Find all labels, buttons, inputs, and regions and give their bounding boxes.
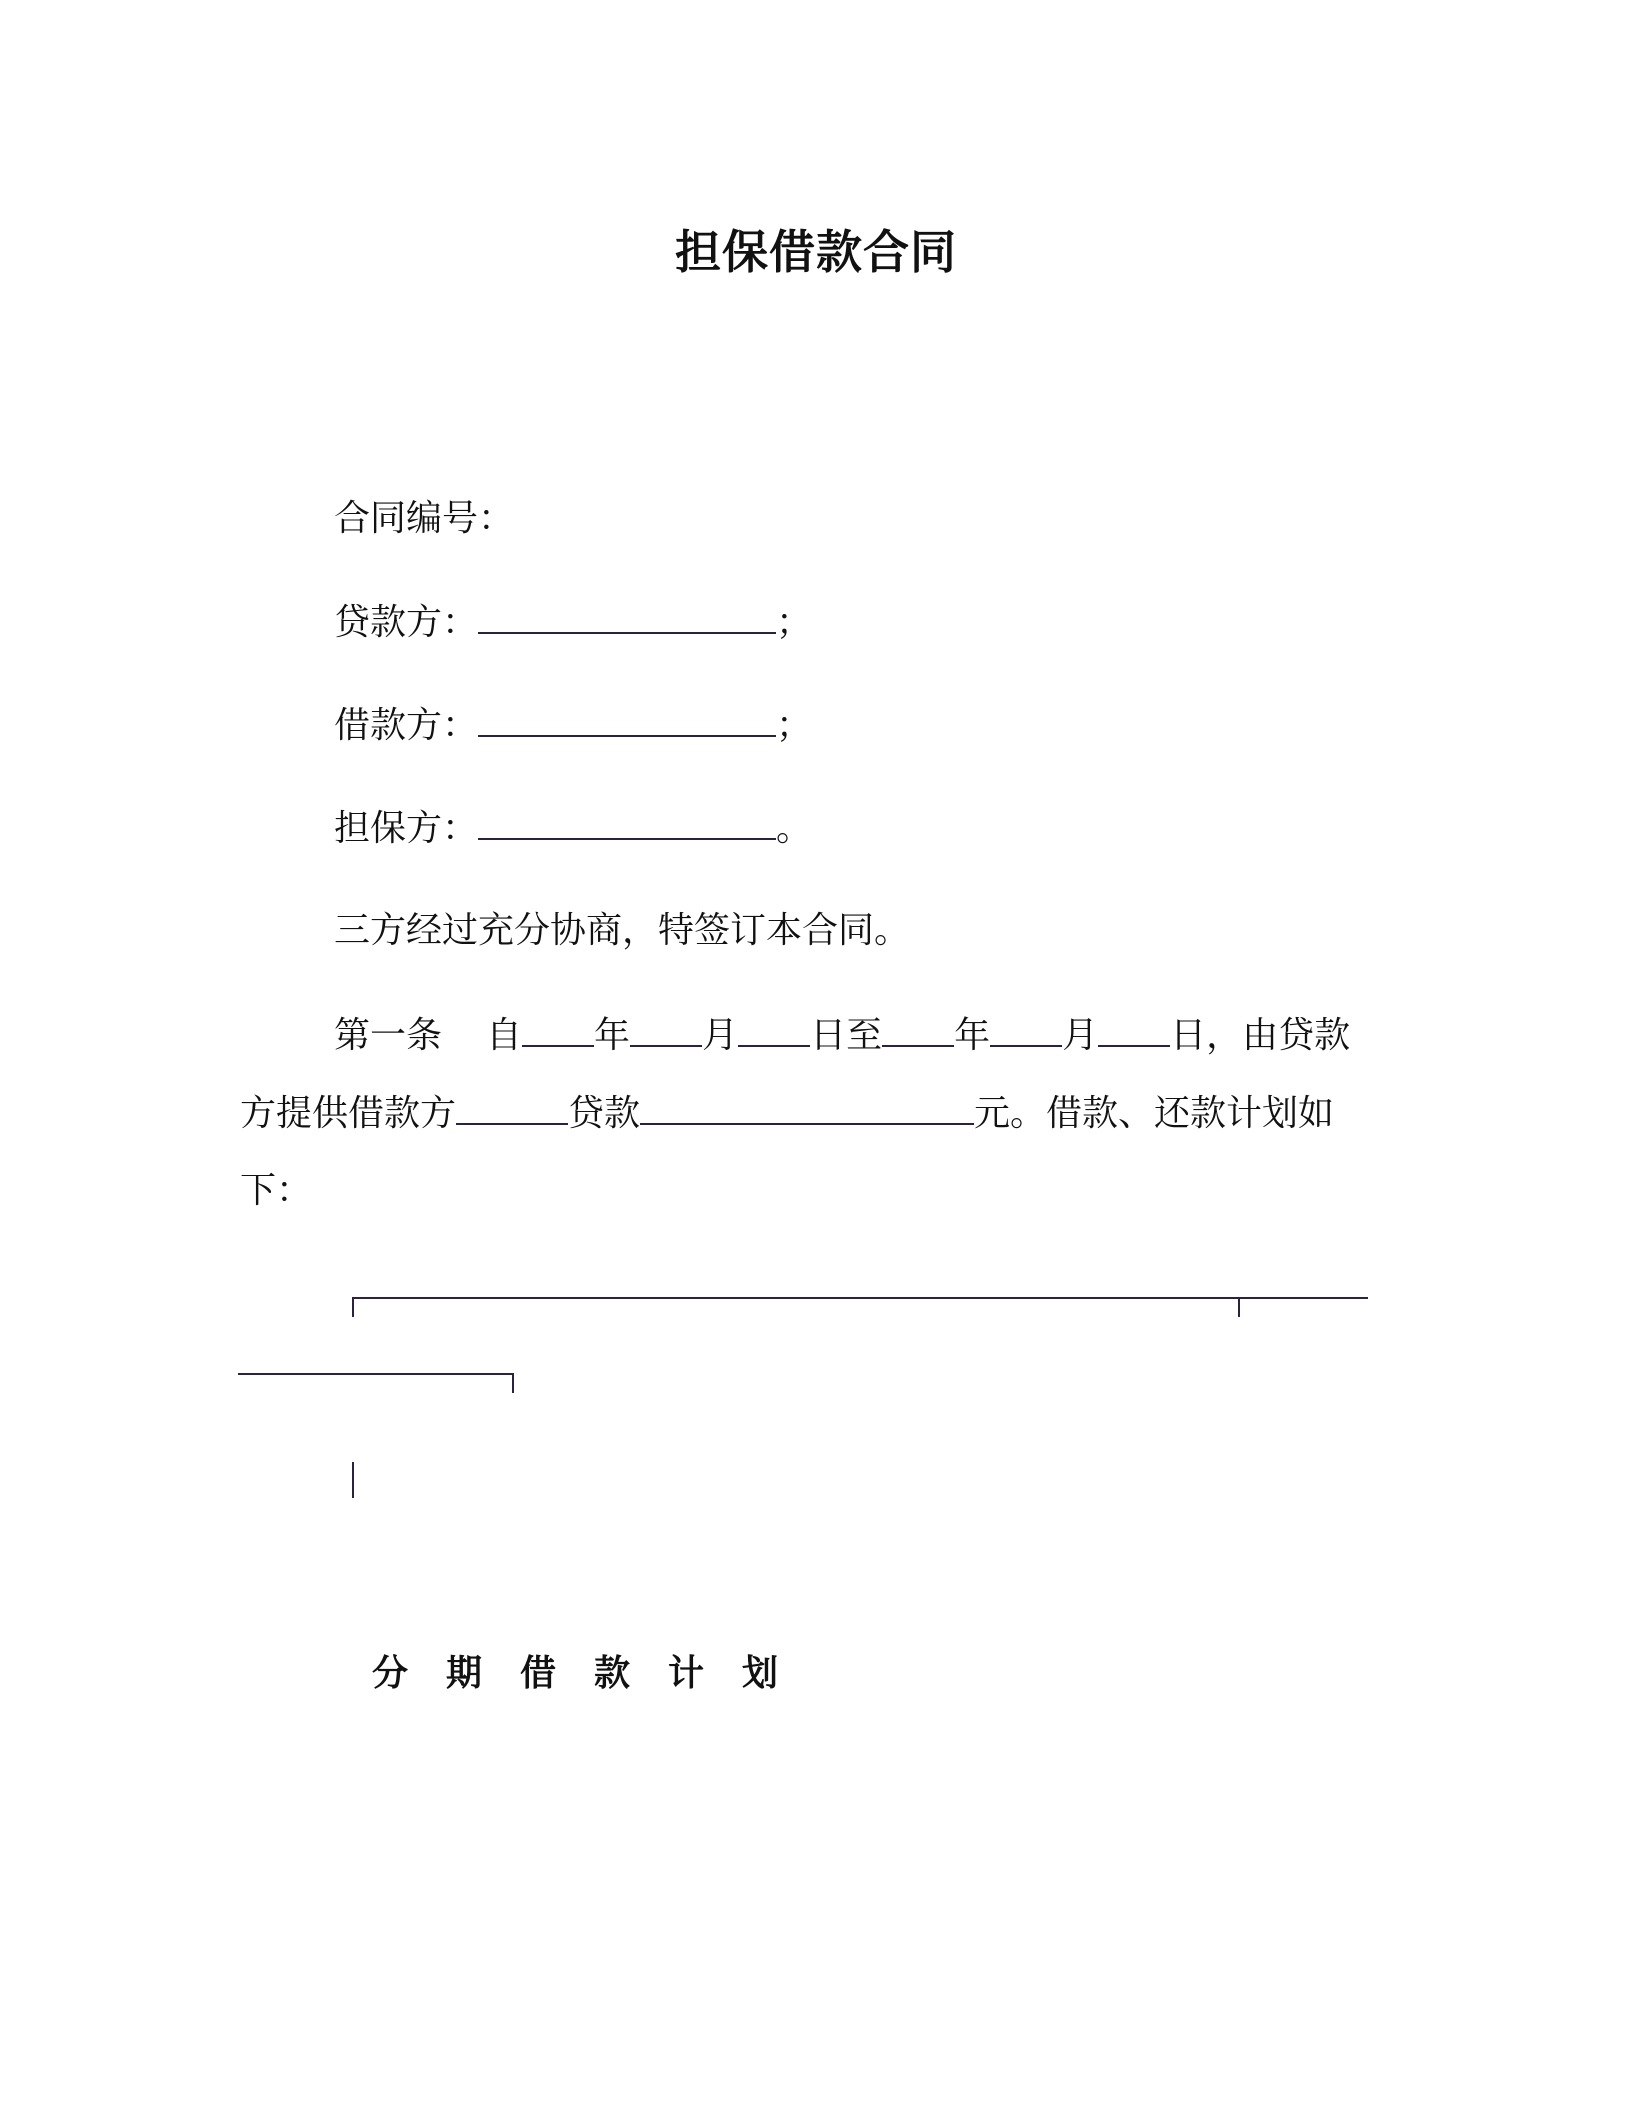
day-to-label: 日至 [810,1015,883,1056]
start-month-blank[interactable] [630,1011,702,1047]
borrower-semicolon: ； [776,705,813,746]
article-1-line-1 [334,1011,1350,1060]
guarantor-blank[interactable] [478,804,776,840]
document-title: 担保借款合同 [675,225,957,279]
installment-plan-title: 分期借款计划 [372,1653,817,1694]
year-label: 年 [594,1015,631,1056]
contract-number-line [334,495,514,543]
end-day-blank[interactable] [1098,1011,1170,1047]
loan-amount-blank[interactable] [640,1089,974,1125]
line2-part-a: 方提供借款方 [240,1093,457,1134]
guarantor-line [334,804,812,853]
month-label: 月 [702,1015,739,1056]
contract-number-label: 合同编号： [334,498,515,539]
from-label: 自 [486,1015,523,1056]
line2-part-c: 元。借款、还款计划如 [974,1093,1335,1134]
article-1-line-2 [240,1089,1334,1138]
loan-type-blank[interactable] [456,1089,568,1125]
lender-line [334,598,812,647]
table-lower-border [238,1373,514,1375]
borrower-label: 借款方： [334,705,479,746]
guarantor-label: 担保方： [334,808,479,849]
start-year-blank[interactable] [522,1011,594,1047]
line2-part-b: 贷款 [568,1093,641,1134]
article-1-line-3: 下： [240,1170,313,1211]
table-top-border [352,1297,1368,1299]
day-tail-label: 日，由贷款 [1170,1015,1351,1056]
end-month-blank[interactable] [990,1011,1062,1047]
borrower-blank[interactable] [478,701,776,737]
guarantor-period: 。 [776,808,813,849]
lender-label: 贷款方： [334,602,479,643]
table-top-left-tick [352,1297,354,1317]
month-label-2: 月 [1062,1015,1099,1056]
borrower-line [334,701,812,750]
end-year-blank[interactable] [882,1011,954,1047]
lender-blank[interactable] [478,598,776,634]
start-day-blank[interactable] [738,1011,810,1047]
lender-semicolon: ； [776,602,813,643]
table-top-right-tick [1238,1297,1240,1317]
year-label-2: 年 [954,1015,991,1056]
article-1-heading: 第一条 [334,1015,443,1056]
table-vertical-line [352,1462,354,1498]
intro-paragraph: 三方经过充分协商，特签订本合同。 [334,910,911,951]
table-lower-tick [512,1373,514,1393]
